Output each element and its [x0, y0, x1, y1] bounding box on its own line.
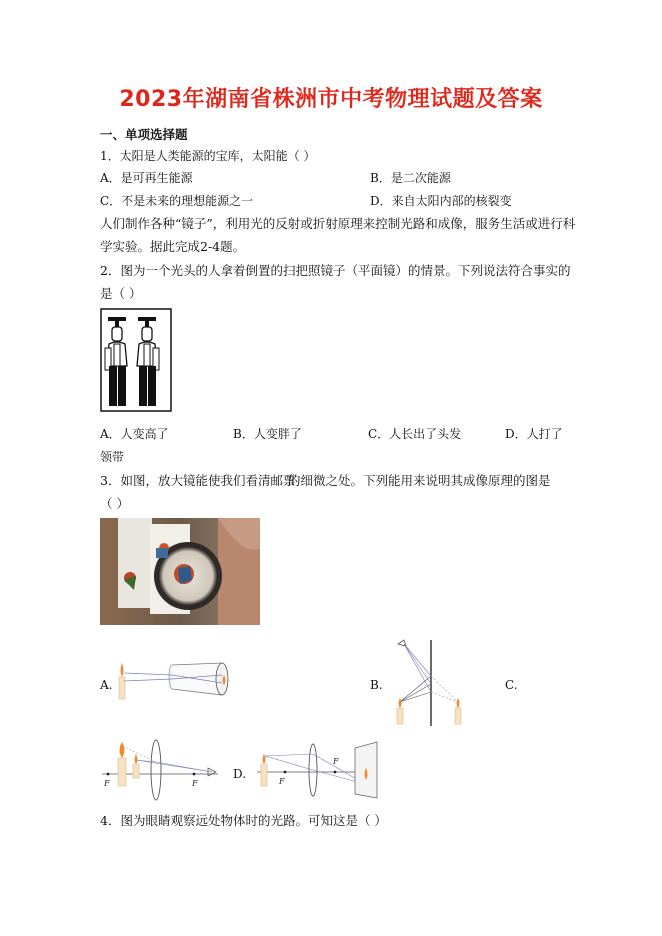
- intro-line-2: 学实验。据此完成2-4题。: [100, 239, 246, 254]
- intro-line-1: 人们制作各种“镜子”，利用光的反射或折射原理来控制光路和成像，服务生活或进行科: [100, 216, 576, 231]
- q1-option-b: B．是二次能源: [370, 171, 451, 185]
- q3-option-d-label: D.: [233, 767, 247, 781]
- q4-stem: 4．图为眼睛观察远处物体时的光路。可知这是（ ）: [100, 813, 387, 828]
- magnifier-photo: [100, 518, 260, 625]
- q2-option-a: A．人变高了: [100, 427, 169, 441]
- diagram-a-projector: [112, 655, 242, 705]
- q3-option-b-label: B.: [370, 678, 383, 692]
- section-heading: 一、单项选择题: [100, 127, 188, 142]
- q3-stem-line-2: （ ）: [100, 496, 129, 511]
- q3-option-c-label: C.: [505, 678, 518, 692]
- q3-option-a-label: A.: [100, 678, 113, 692]
- q2-option-b: B．人变胖了: [233, 427, 302, 441]
- q2-stem-line-2: 是（ ）: [100, 286, 142, 301]
- diagram-d-focus-right: F: [333, 757, 339, 766]
- q2-option-d-continued: 领带: [100, 450, 125, 464]
- q2-option-c: C．人长出了头发: [368, 427, 462, 441]
- page-title: 2023年湖南省株洲市中考物理试题及答案: [119, 87, 543, 112]
- mirror-figure: [100, 308, 172, 412]
- q3-stem-line-1b: 的细微之处。下列能用来说明其成像原理的图是: [288, 473, 551, 488]
- q1-option-c: C．不是未来的理想能源之一: [100, 194, 254, 208]
- diagram-b-plane-mirror: [386, 636, 476, 728]
- q2-stem-line-1: 2．图为一个光头的人拿着倒置的扫把照镜子（平面镜）的情景。下列说法符合事实的: [100, 263, 571, 278]
- q1-option-d: D．来自太阳内部的核裂变: [370, 194, 512, 208]
- diagram-c-focus-right: F: [192, 779, 198, 788]
- diagram-c-focus-left: F: [104, 779, 110, 788]
- q1-option-a: A．是可再生能源: [100, 171, 193, 185]
- diagram-d-projector-screen: [255, 740, 385, 802]
- diagram-d-focus-left: F: [279, 777, 285, 786]
- diagram-c-magnifier: [100, 736, 220, 802]
- q3-stem-line-1: 3．如图，放大镜能使我们看清邮票: [100, 473, 296, 488]
- q2-option-d: D．人打了: [505, 427, 563, 441]
- q1-stem: 1．太阳是人类能源的宝库，太阳能（ ）: [100, 149, 316, 163]
